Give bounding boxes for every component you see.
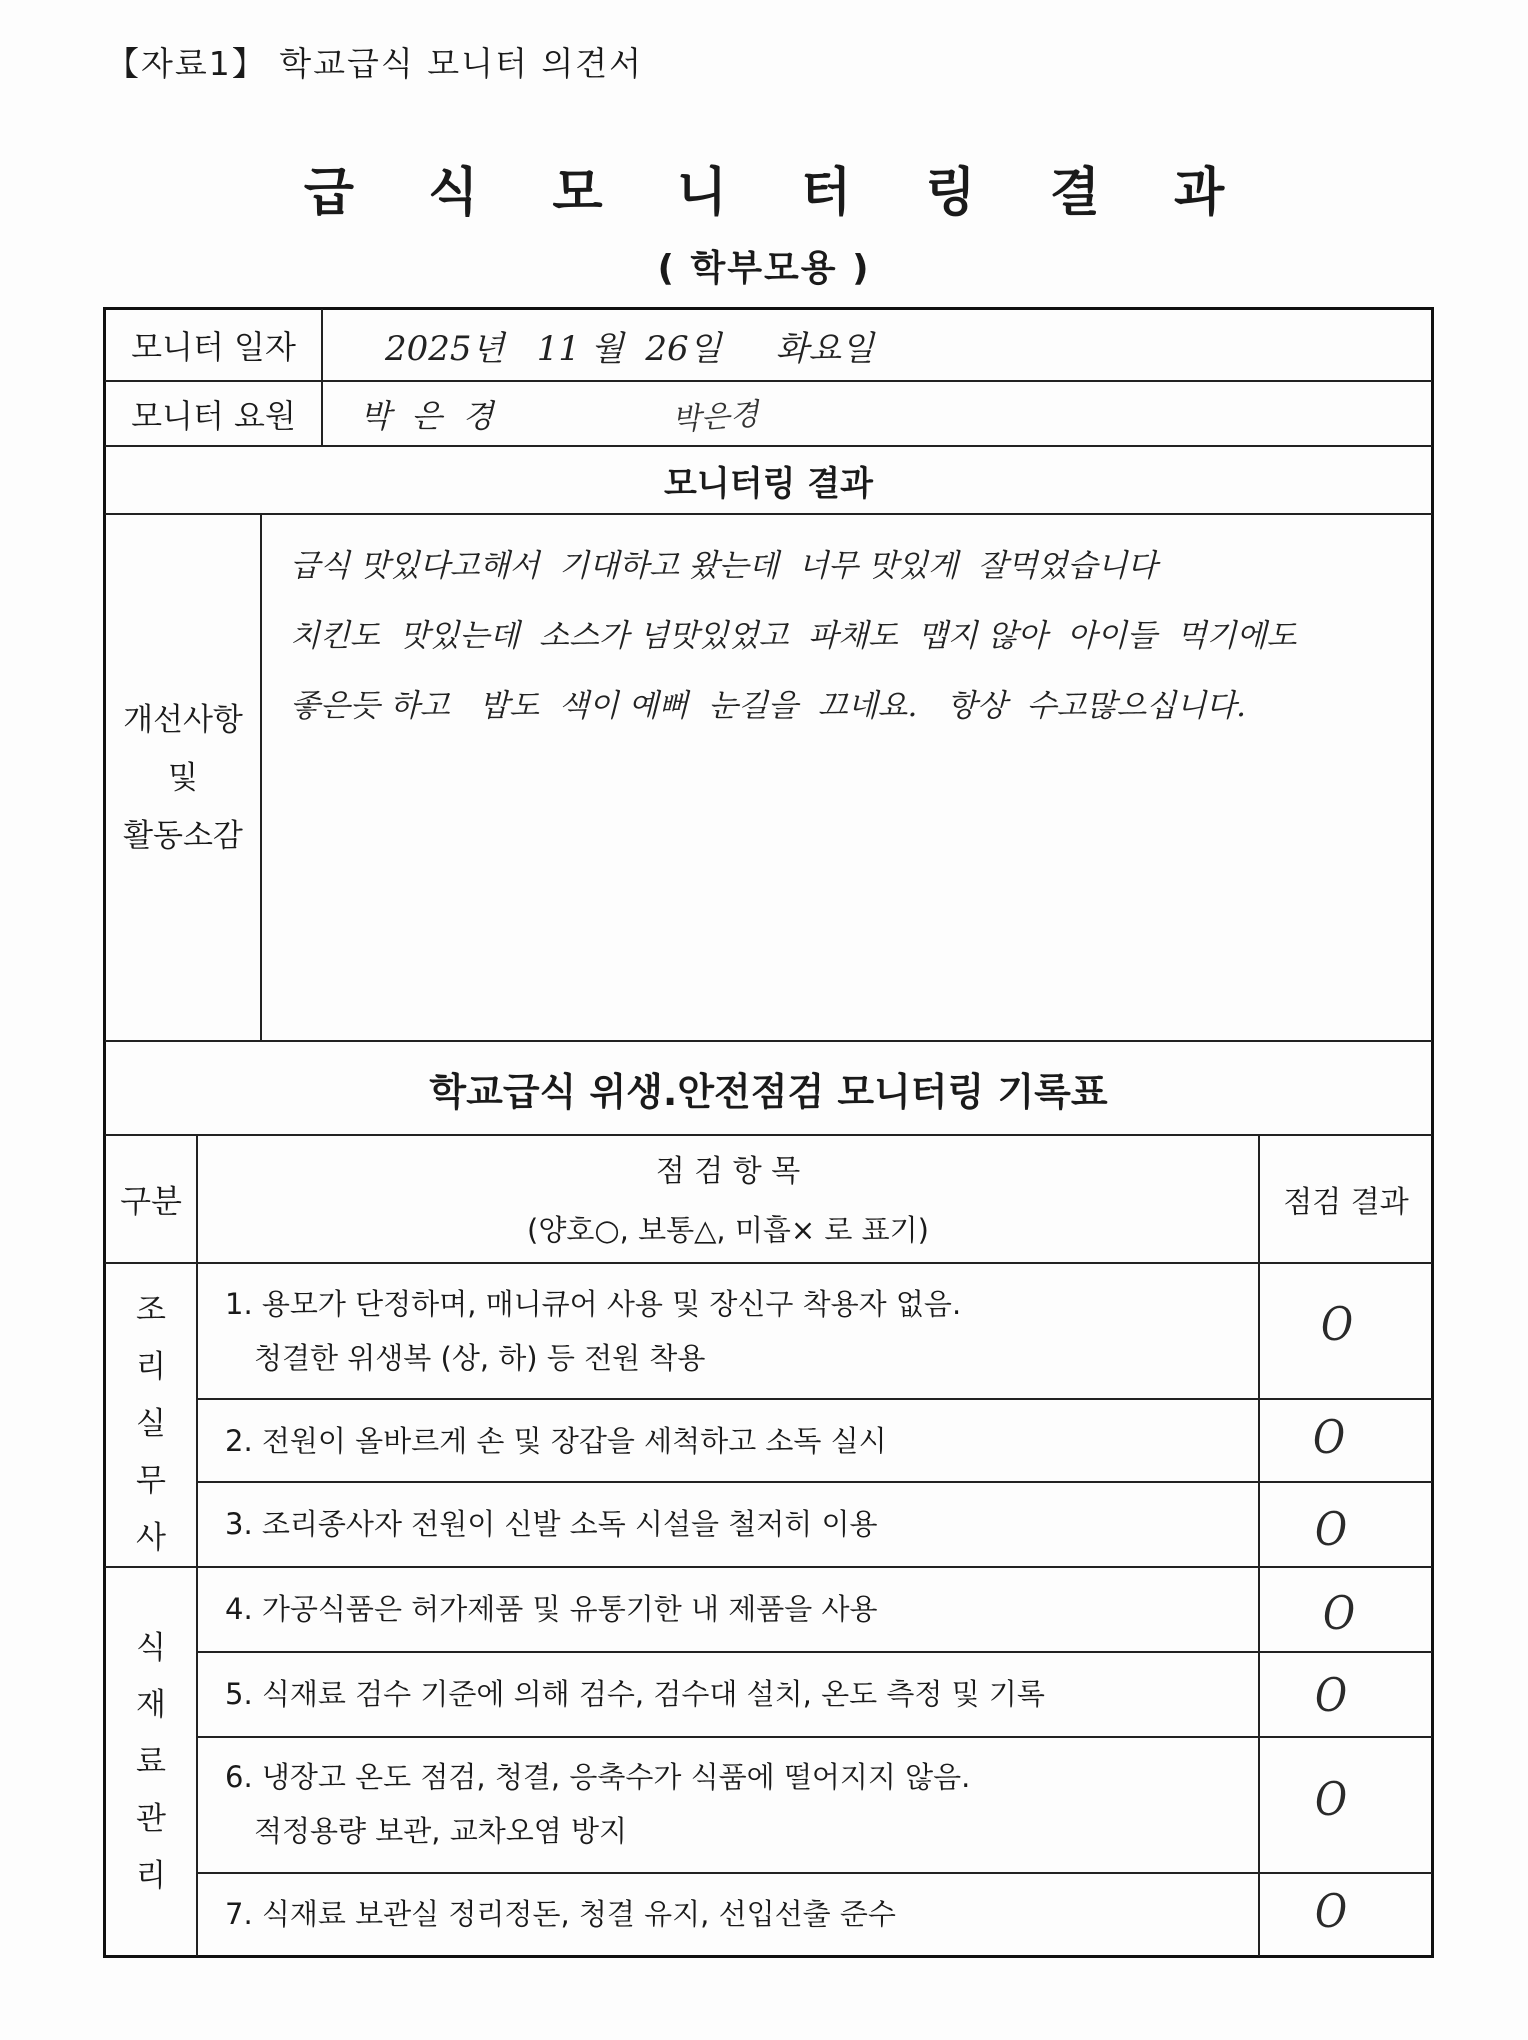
page-title: 급 식 모 니 터 링 결 과 [303, 163, 1253, 223]
group-label-char: 재 [136, 1687, 166, 1723]
checklist-item-1-line2: 청결한 위생복 (상, 하) 등 전원 착용 [254, 1341, 706, 1375]
checklist-item-1-line1: 1. 용모가 단정하며, 매니큐어 사용 및 장신구 착용자 없음. [225, 1287, 962, 1321]
column-header-note: (양호○, 보통△, 미흡× 로 표기) [527, 1212, 929, 1247]
result-heading: 모니터링 결과 [664, 463, 873, 504]
divider [105, 1134, 1432, 1136]
monitor-date-label: 모니터 일자 [131, 328, 296, 366]
improvement-label [106, 515, 260, 1040]
group-label-cooking-staff [121, 1282, 181, 1567]
result-mark-item-7: O [1314, 1884, 1348, 1938]
column-header-result: 점검 결과 [1283, 1185, 1409, 1220]
divider [196, 1134, 198, 1956]
page-subtitle: ( 학부모용 ) [657, 248, 871, 289]
divider [197, 1736, 1432, 1738]
result-mark-item-1: O [1320, 1297, 1354, 1351]
divider [105, 1566, 1432, 1568]
result-mark-item-4: O [1322, 1586, 1356, 1640]
checklist-item-6-line1: 6. 냉장고 온도 점검, 청결, 응축수가 식품에 떨어지지 않음. [225, 1760, 971, 1794]
group-label-char: 실 [136, 1406, 166, 1442]
divider [260, 513, 262, 1041]
monitor-member-label: 모니터 요원 [131, 396, 296, 435]
group-label-char: 리 [136, 1858, 166, 1894]
document-header-label: 【자료1】 학교급식 모니터 의견서 [106, 44, 644, 83]
result-mark-item-5: O [1314, 1668, 1348, 1722]
improvement-label-line: 활동소감 [123, 817, 243, 854]
monitor-member-name: 박 은 경 [360, 396, 494, 435]
checklist-item-7: 7. 식재료 보관실 정리정돈, 청결 유지, 선입선출 준수 [225, 1897, 896, 1931]
group-label-char: 사 [136, 1520, 166, 1556]
monitor-date-value: 2025년 11 월 26일 화요일 [385, 328, 875, 369]
signature-mark: 박은경 [670, 396, 760, 438]
group-label-char: 리 [136, 1349, 166, 1385]
comment-line: 좋은듯 하고 밥도 색이 예뻐 눈길을 끄네요. 항상 수고많으십니다. [290, 688, 1246, 724]
divider [105, 513, 1432, 515]
group-label-char: 조 [136, 1292, 166, 1328]
divider [197, 1651, 1432, 1653]
checklist-item-5: 5. 식재료 검수 기준에 의해 검수, 검수대 설치, 온도 측정 및 기록 [225, 1677, 1045, 1711]
improvement-label-line: 개선사항 [123, 701, 243, 738]
result-mark-item-2: O [1312, 1410, 1346, 1464]
group-label-char: 료 [136, 1744, 166, 1780]
group-label-char: 식 [136, 1630, 166, 1666]
column-header-item: 점 검 항 목 [655, 1154, 801, 1189]
checklist-item-2: 2. 전원이 올바르게 손 및 장갑을 세척하고 소독 실시 [225, 1424, 887, 1458]
divider [197, 1398, 1432, 1400]
divider [321, 309, 323, 446]
checklist-item-3: 3. 조리종사자 전원이 신발 소독 시설을 철저히 이용 [225, 1507, 878, 1541]
checklist-heading: 학교급식 위생.안전점검 모니터링 기록표 [429, 1069, 1108, 1114]
divider [105, 1262, 1432, 1264]
result-mark-item-3: O [1314, 1502, 1348, 1556]
divider [197, 1872, 1432, 1874]
comment-line: 급식 맛있다고해서 기대하고 왔는데 너무 맛있게 잘먹었습니다 [290, 548, 1158, 584]
result-mark-item-6: O [1314, 1772, 1348, 1826]
column-header-category: 구분 [120, 1182, 182, 1220]
group-label-char: 관 [136, 1801, 166, 1837]
divider [197, 1481, 1432, 1483]
improvement-label-line: 및 [168, 759, 198, 796]
group-label-char: 무 [136, 1463, 166, 1499]
group-label-ingredient-management [121, 1620, 181, 1905]
checklist-item-6-line2: 적정용량 보관, 교차오염 방지 [254, 1814, 628, 1848]
checklist-item-4: 4. 가공식품은 허가제품 및 유통기한 내 제품을 사용 [225, 1592, 878, 1626]
comment-line: 치킨도 맛있는데 소스가 넘맛있었고 파채도 맵지 않아 아이들 먹기에도 [290, 618, 1297, 654]
